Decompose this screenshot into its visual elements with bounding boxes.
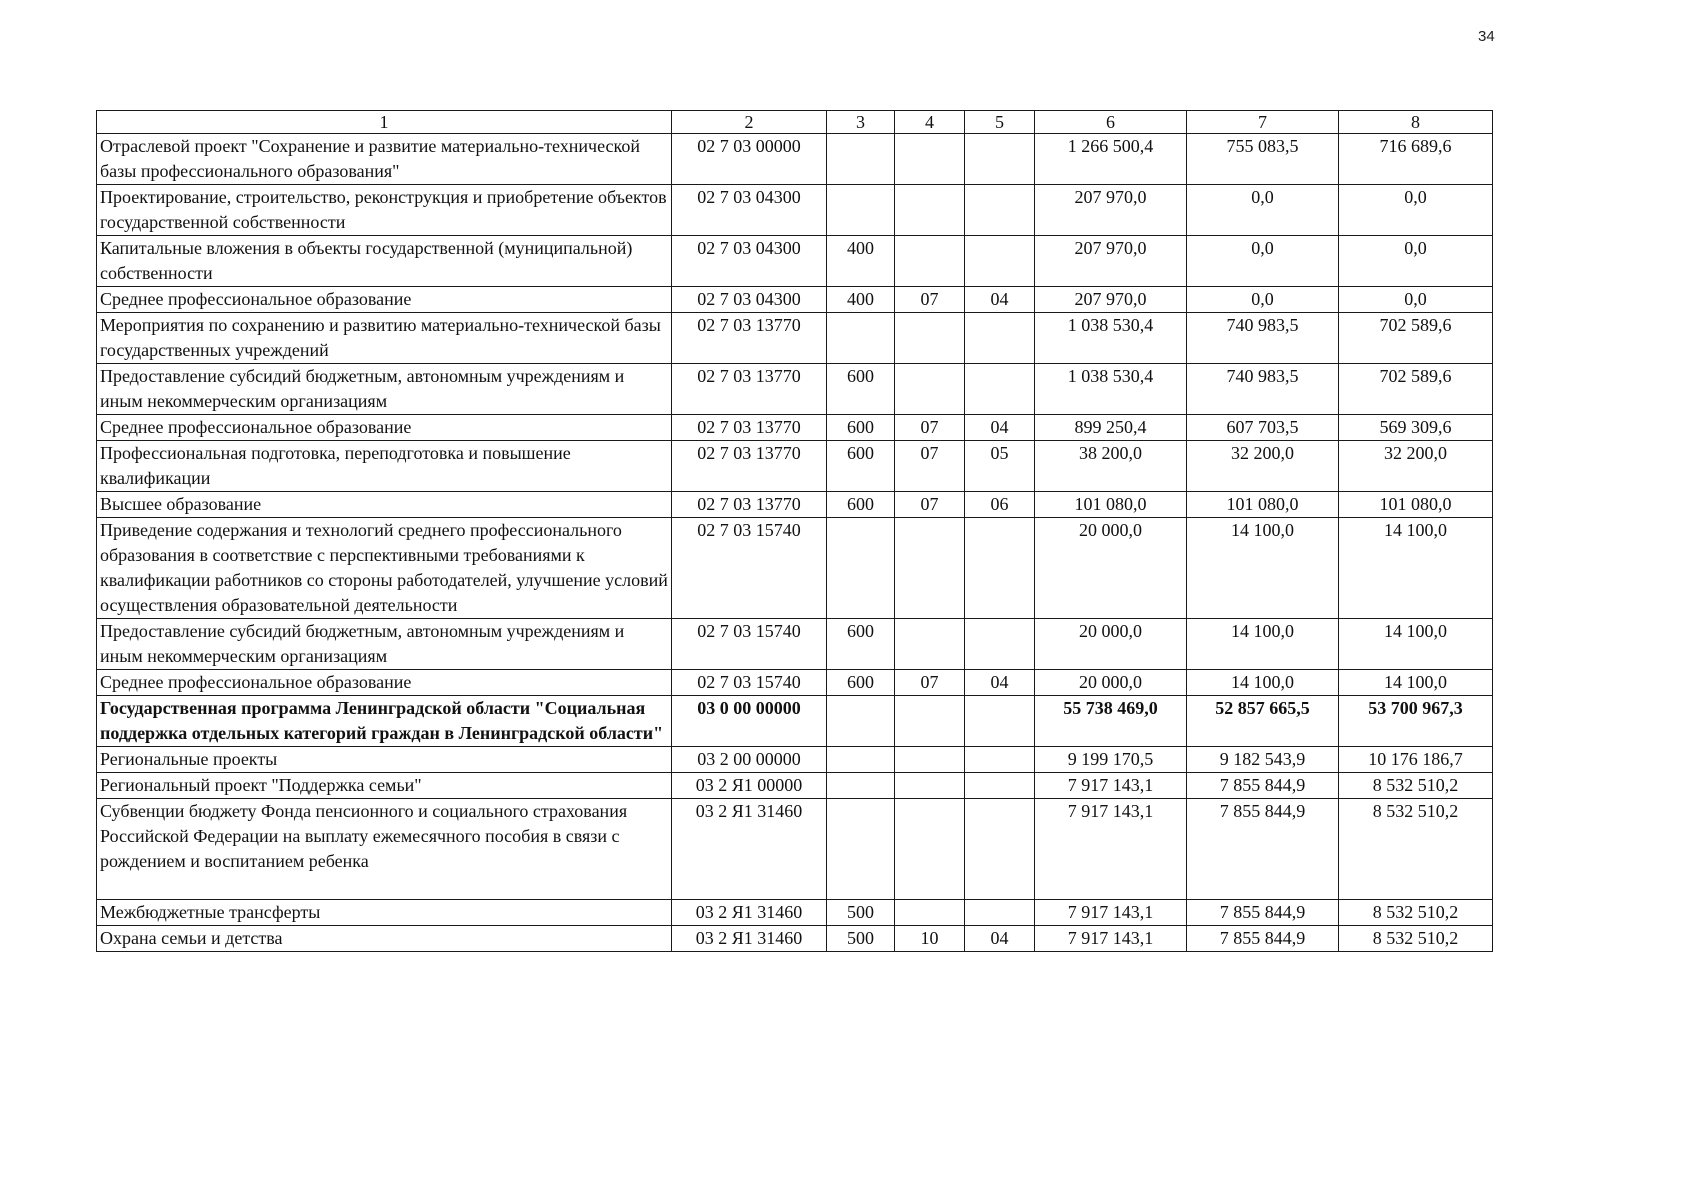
row-value7-cell: 0,0 <box>1187 287 1339 313</box>
row-col3-cell: 600 <box>827 415 895 441</box>
row-col5-cell: 04 <box>965 287 1035 313</box>
row-name-cell: Капитальные вложения в объекты государственной (муниципальной) собственности <box>97 236 672 287</box>
table-row <box>97 313 1493 364</box>
row-value7-cell: 9 182 543,9 <box>1187 747 1339 773</box>
row-value8-cell: 702 589,6 <box>1339 313 1493 364</box>
row-code-cell: 03 2 Я1 31460 <box>672 926 827 952</box>
row-name-cell: Региональные проекты <box>97 747 672 773</box>
row-value7-cell: 101 080,0 <box>1187 492 1339 518</box>
row-value6-cell: 20 000,0 <box>1035 518 1187 619</box>
table-row <box>97 492 1493 518</box>
row-col4-cell: 07 <box>895 492 965 518</box>
row-value6-cell: 207 970,0 <box>1035 287 1187 313</box>
row-value6-cell: 7 917 143,1 <box>1035 799 1187 900</box>
row-name-cell: Предоставление субсидий бюджетным, автономным учреждениям и иным некоммерческим организациям <box>97 364 672 415</box>
row-code-cell: 02 7 03 15740 <box>672 518 827 619</box>
row-col5-cell: 05 <box>965 441 1035 492</box>
row-col4-cell <box>895 134 965 185</box>
row-name-cell: Проектирование, строительство, реконструкция и приобретение объектов государственной собственности <box>97 185 672 236</box>
row-col3-cell: 600 <box>827 670 895 696</box>
row-col5-cell <box>965 900 1035 926</box>
row-col3-cell: 500 <box>827 926 895 952</box>
row-code-cell: 03 2 Я1 31460 <box>672 799 827 900</box>
row-col4-cell <box>895 747 965 773</box>
row-col4-cell <box>895 364 965 415</box>
page-number: 34 <box>1478 28 1495 45</box>
row-col5-cell <box>965 747 1035 773</box>
row-col4-cell <box>895 900 965 926</box>
row-code-cell: 03 2 Я1 00000 <box>672 773 827 799</box>
row-col3-cell: 500 <box>827 900 895 926</box>
row-value7-cell: 52 857 665,5 <box>1187 696 1339 747</box>
table-body <box>97 134 1493 952</box>
header-cell: 6 <box>1035 111 1187 134</box>
header-cell: 3 <box>827 111 895 134</box>
row-col3-cell <box>827 134 895 185</box>
table-row <box>97 441 1493 492</box>
row-value8-cell: 8 532 510,2 <box>1339 900 1493 926</box>
row-col4-cell: 07 <box>895 287 965 313</box>
row-col5-cell <box>965 773 1035 799</box>
row-col4-cell <box>895 619 965 670</box>
row-value8-cell: 0,0 <box>1339 236 1493 287</box>
row-col4-cell <box>895 518 965 619</box>
table-row <box>97 696 1493 747</box>
table-row <box>97 134 1493 185</box>
table-row <box>97 518 1493 619</box>
row-value7-cell: 14 100,0 <box>1187 518 1339 619</box>
row-col3-cell: 600 <box>827 492 895 518</box>
row-col4-cell <box>895 799 965 900</box>
row-col3-cell: 600 <box>827 364 895 415</box>
row-code-cell: 02 7 03 13770 <box>672 492 827 518</box>
row-value6-cell: 20 000,0 <box>1035 670 1187 696</box>
row-value7-cell: 0,0 <box>1187 236 1339 287</box>
row-value8-cell: 101 080,0 <box>1339 492 1493 518</box>
row-value8-cell: 8 532 510,2 <box>1339 926 1493 952</box>
row-value7-cell: 14 100,0 <box>1187 670 1339 696</box>
row-value6-cell: 1 038 530,4 <box>1035 313 1187 364</box>
row-value8-cell: 0,0 <box>1339 185 1493 236</box>
row-col5-cell <box>965 313 1035 364</box>
row-col4-cell <box>895 185 965 236</box>
row-code-cell: 02 7 03 13770 <box>672 441 827 492</box>
row-name-cell: Высшее образование <box>97 492 672 518</box>
row-col4-cell <box>895 696 965 747</box>
row-code-cell: 02 7 03 00000 <box>672 134 827 185</box>
row-col3-cell <box>827 799 895 900</box>
row-value7-cell: 755 083,5 <box>1187 134 1339 185</box>
row-value7-cell: 32 200,0 <box>1187 441 1339 492</box>
row-name-cell: Приведение содержания и технологий среднего профессионального образования в соответствие с перспективными требованиями к квалификации работников со стороны работодателей, улучшение условий осуществления образовательной деятельности <box>97 518 672 619</box>
row-name-cell: Отраслевой проект "Сохранение и развитие материально-технической базы профессионального образования" <box>97 134 672 185</box>
row-code-cell: 02 7 03 04300 <box>672 287 827 313</box>
row-value6-cell: 7 917 143,1 <box>1035 900 1187 926</box>
row-col5-cell: 04 <box>965 926 1035 952</box>
row-name-cell: Межбюджетные трансферты <box>97 900 672 926</box>
row-code-cell: 02 7 03 13770 <box>672 415 827 441</box>
row-col4-cell <box>895 313 965 364</box>
row-col3-cell <box>827 773 895 799</box>
row-name-cell: Предоставление субсидий бюджетным, автономным учреждениям и иным некоммерческим организациям <box>97 619 672 670</box>
row-value7-cell: 607 703,5 <box>1187 415 1339 441</box>
row-value6-cell: 207 970,0 <box>1035 185 1187 236</box>
row-col5-cell: 06 <box>965 492 1035 518</box>
table-row <box>97 799 1493 900</box>
row-value7-cell: 0,0 <box>1187 185 1339 236</box>
row-code-cell: 02 7 03 15740 <box>672 670 827 696</box>
row-code-cell: 03 2 Я1 31460 <box>672 900 827 926</box>
row-value6-cell: 1 266 500,4 <box>1035 134 1187 185</box>
row-value6-cell: 7 917 143,1 <box>1035 773 1187 799</box>
row-value7-cell: 7 855 844,9 <box>1187 773 1339 799</box>
table-row <box>97 236 1493 287</box>
row-col5-cell <box>965 185 1035 236</box>
row-name-cell: Государственная программа Ленинградской области "Социальная поддержка отдельных категорий граждан в Ленинградской области" <box>97 696 672 747</box>
row-col4-cell <box>895 236 965 287</box>
row-col4-cell <box>895 773 965 799</box>
row-value6-cell: 38 200,0 <box>1035 441 1187 492</box>
table-row <box>97 670 1493 696</box>
row-col5-cell <box>965 799 1035 900</box>
row-col5-cell <box>965 696 1035 747</box>
row-col4-cell: 10 <box>895 926 965 952</box>
row-code-cell: 02 7 03 13770 <box>672 313 827 364</box>
row-name-cell: Среднее профессиональное образование <box>97 287 672 313</box>
row-code-cell: 02 7 03 04300 <box>672 185 827 236</box>
row-col3-cell <box>827 313 895 364</box>
row-value8-cell: 8 532 510,2 <box>1339 799 1493 900</box>
header-cell: 2 <box>672 111 827 134</box>
row-value6-cell: 55 738 469,0 <box>1035 696 1187 747</box>
row-name-cell: Охрана семьи и детства <box>97 926 672 952</box>
row-value8-cell: 14 100,0 <box>1339 670 1493 696</box>
row-value6-cell: 1 038 530,4 <box>1035 364 1187 415</box>
row-value7-cell: 14 100,0 <box>1187 619 1339 670</box>
table-row <box>97 619 1493 670</box>
row-col3-cell: 400 <box>827 236 895 287</box>
budget-table <box>96 110 1493 952</box>
row-value8-cell: 14 100,0 <box>1339 518 1493 619</box>
row-value6-cell: 9 199 170,5 <box>1035 747 1187 773</box>
table-row <box>97 185 1493 236</box>
table-row <box>97 926 1493 952</box>
row-col3-cell: 600 <box>827 619 895 670</box>
row-col5-cell <box>965 518 1035 619</box>
table-row <box>97 747 1493 773</box>
row-value6-cell: 20 000,0 <box>1035 619 1187 670</box>
row-name-cell: Профессиональная подготовка, переподготовка и повышение квалификации <box>97 441 672 492</box>
row-code-cell: 02 7 03 15740 <box>672 619 827 670</box>
row-value6-cell: 899 250,4 <box>1035 415 1187 441</box>
table-row <box>97 773 1493 799</box>
row-value7-cell: 740 983,5 <box>1187 313 1339 364</box>
row-value8-cell: 0,0 <box>1339 287 1493 313</box>
header-cell: 8 <box>1339 111 1493 134</box>
row-value7-cell: 7 855 844,9 <box>1187 900 1339 926</box>
row-name-cell: Среднее профессиональное образование <box>97 415 672 441</box>
row-col5-cell: 04 <box>965 670 1035 696</box>
row-col5-cell: 04 <box>965 415 1035 441</box>
row-col3-cell <box>827 518 895 619</box>
row-name-cell: Региональный проект "Поддержка семьи" <box>97 773 672 799</box>
row-name-cell: Среднее профессиональное образование <box>97 670 672 696</box>
row-code-cell: 02 7 03 13770 <box>672 364 827 415</box>
table-row <box>97 287 1493 313</box>
row-code-cell: 03 0 00 00000 <box>672 696 827 747</box>
row-value8-cell: 702 589,6 <box>1339 364 1493 415</box>
header-cell: 5 <box>965 111 1035 134</box>
row-name-cell: Мероприятия по сохранению и развитию материально-технической базы государственных учреждений <box>97 313 672 364</box>
row-value8-cell: 10 176 186,7 <box>1339 747 1493 773</box>
row-col4-cell: 07 <box>895 441 965 492</box>
header-cell: 1 <box>97 111 672 134</box>
row-col5-cell <box>965 619 1035 670</box>
table-row <box>97 415 1493 441</box>
row-col4-cell: 07 <box>895 415 965 441</box>
row-value8-cell: 32 200,0 <box>1339 441 1493 492</box>
row-col3-cell: 400 <box>827 287 895 313</box>
row-col3-cell <box>827 747 895 773</box>
header-row <box>97 111 1493 134</box>
header-cell: 7 <box>1187 111 1339 134</box>
row-col5-cell <box>965 134 1035 185</box>
row-col3-cell <box>827 185 895 236</box>
row-col4-cell: 07 <box>895 670 965 696</box>
row-value8-cell: 569 309,6 <box>1339 415 1493 441</box>
row-value6-cell: 101 080,0 <box>1035 492 1187 518</box>
row-value8-cell: 14 100,0 <box>1339 619 1493 670</box>
row-col3-cell: 600 <box>827 441 895 492</box>
header-cell: 4 <box>895 111 965 134</box>
table-row <box>97 900 1493 926</box>
row-code-cell: 02 7 03 04300 <box>672 236 827 287</box>
row-value7-cell: 7 855 844,9 <box>1187 926 1339 952</box>
row-value8-cell: 53 700 967,3 <box>1339 696 1493 747</box>
row-col3-cell <box>827 696 895 747</box>
row-value6-cell: 207 970,0 <box>1035 236 1187 287</box>
row-value7-cell: 7 855 844,9 <box>1187 799 1339 900</box>
row-col5-cell <box>965 236 1035 287</box>
row-col5-cell <box>965 364 1035 415</box>
row-value8-cell: 8 532 510,2 <box>1339 773 1493 799</box>
row-code-cell: 03 2 00 00000 <box>672 747 827 773</box>
table-row <box>97 364 1493 415</box>
row-name-cell: Субвенции бюджету Фонда пенсионного и социального страхования Российской Федерации на выплату ежемесячного пособия в связи с рождением и воспитанием ребенка <box>97 799 672 900</box>
row-value7-cell: 740 983,5 <box>1187 364 1339 415</box>
row-value6-cell: 7 917 143,1 <box>1035 926 1187 952</box>
row-value8-cell: 716 689,6 <box>1339 134 1493 185</box>
